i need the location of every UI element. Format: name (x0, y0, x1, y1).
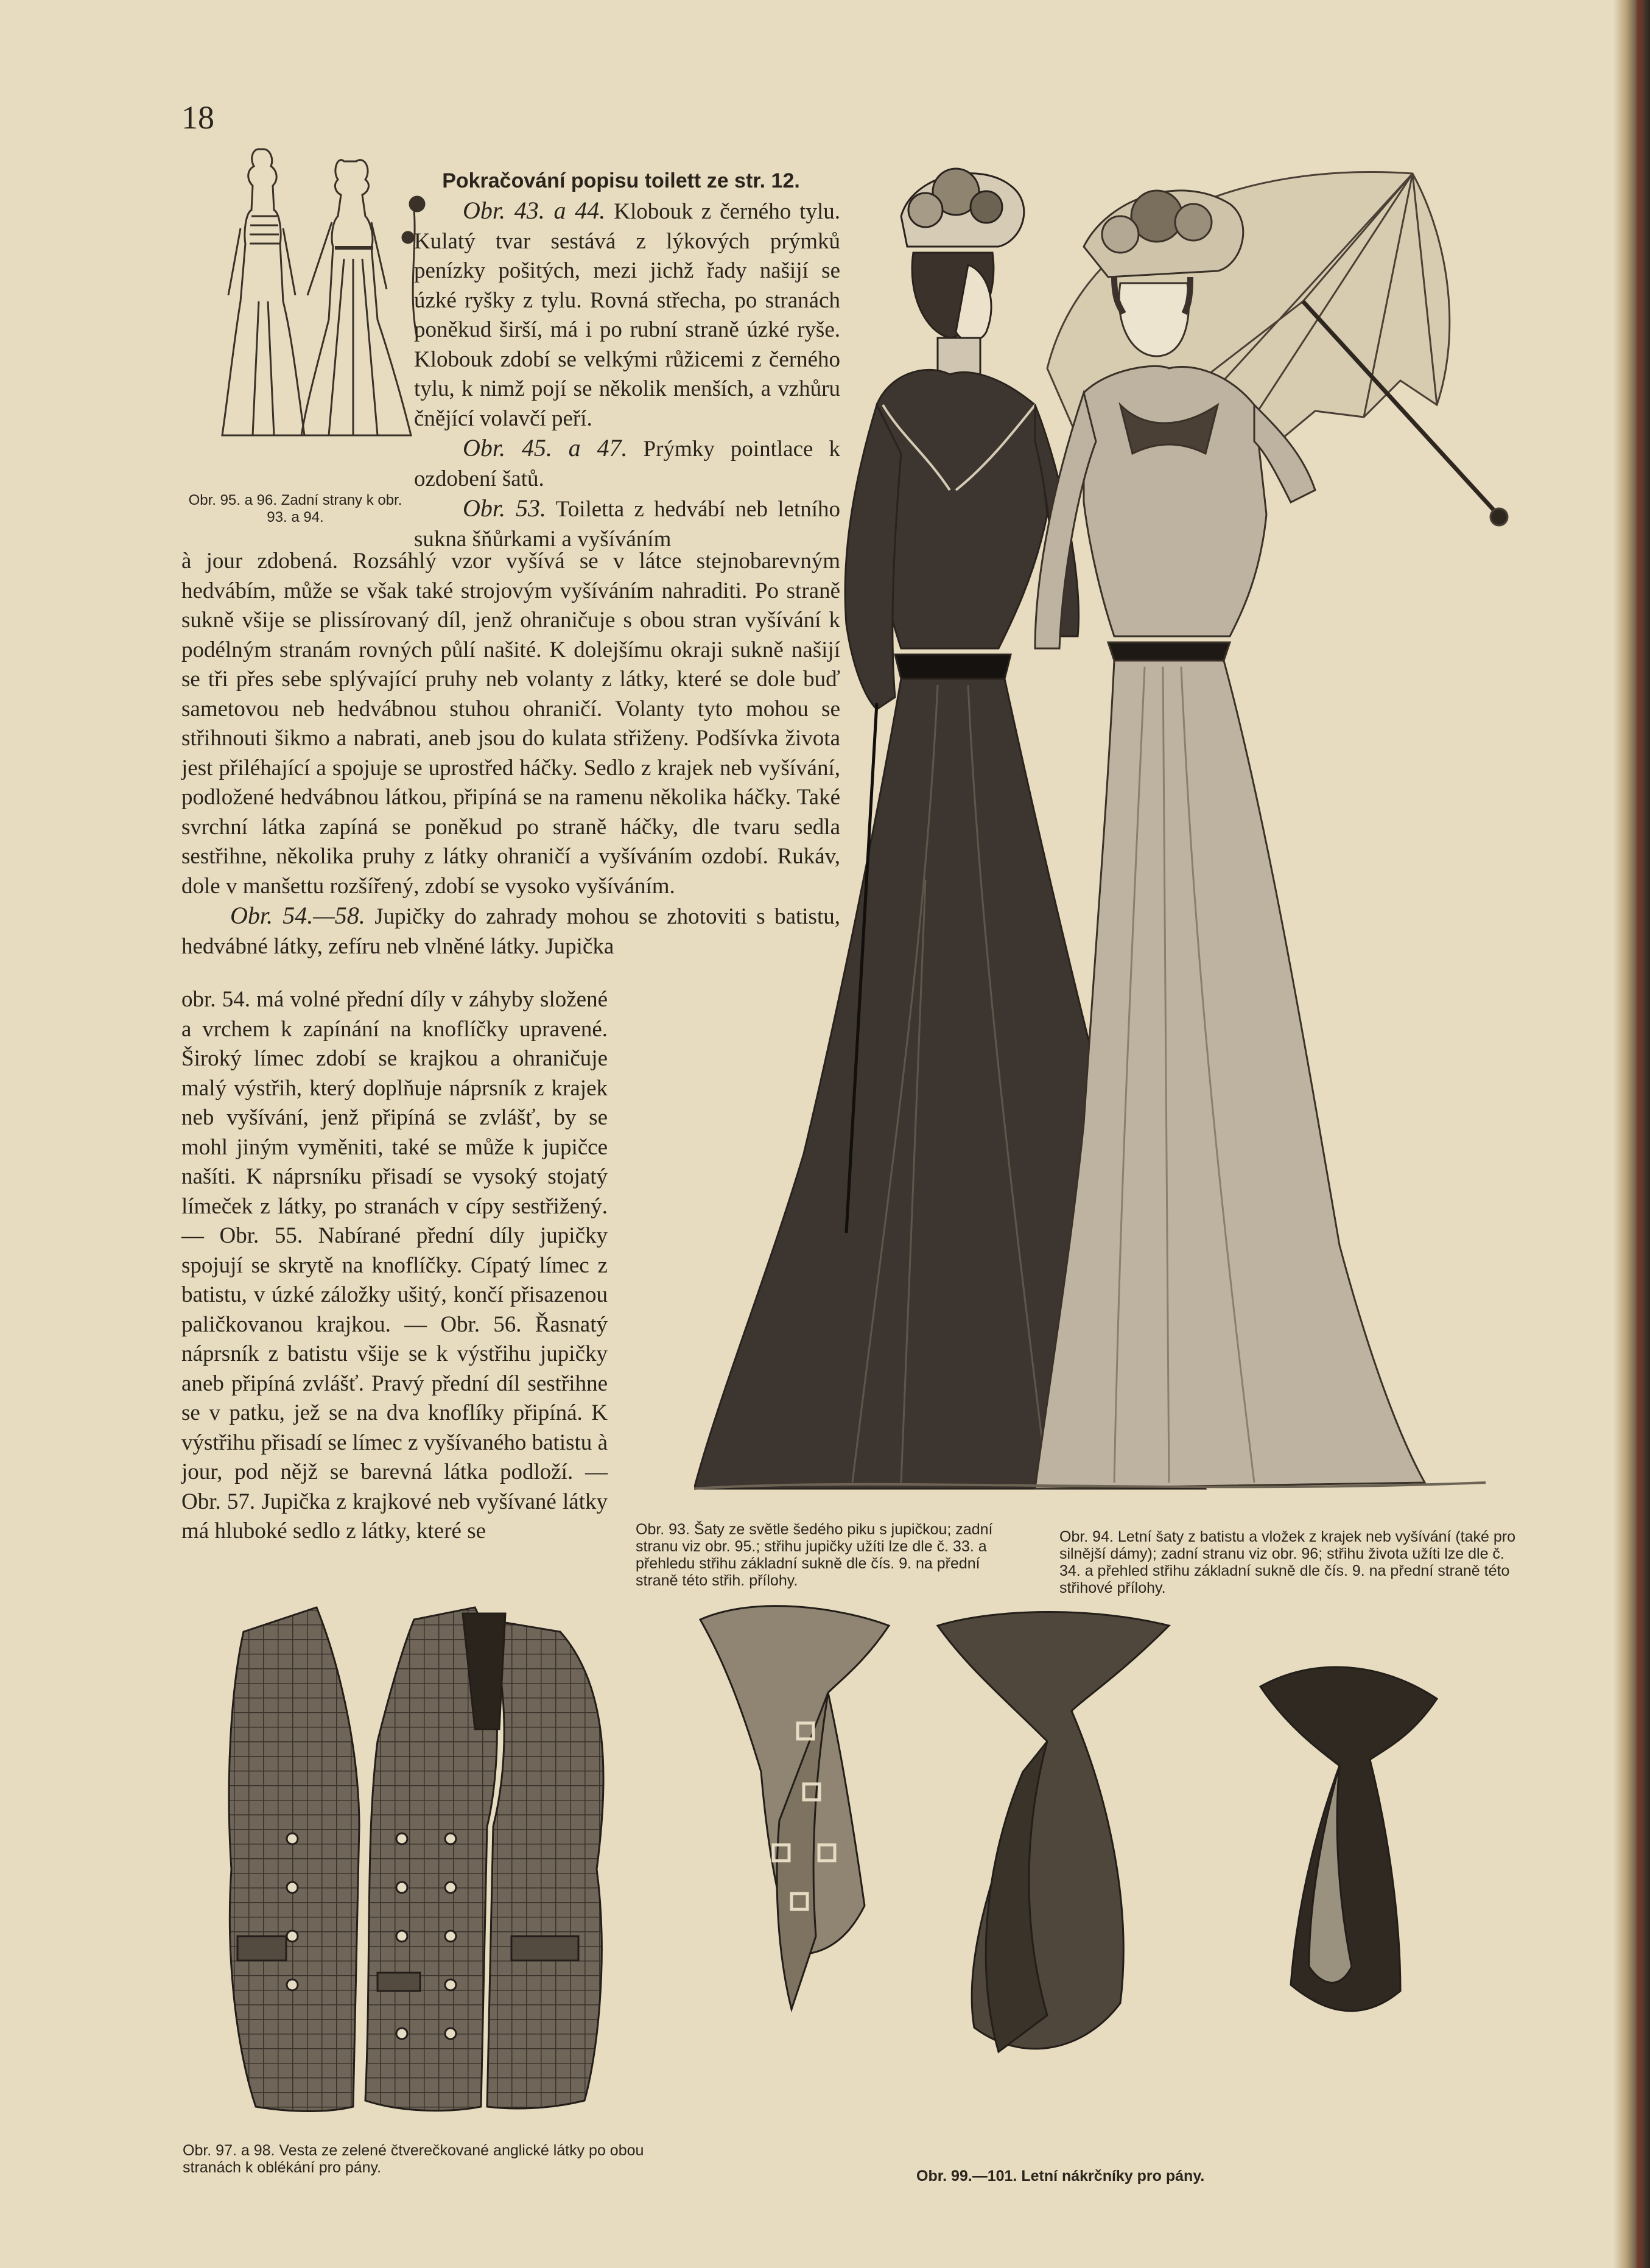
paragraph-obr-53-continued: à jour zdobená. Rozsáhlý vzor vyšívá se v látce stejnobarevným hedvábím, může se však také strojovým vyšíváním nahraditi. Po straně sukně všije se plissírovaný díl, jenž ohraničuje s obou stran vyšívání k podélným stranám rovných půlí našité. K dolejšímu okraji sukně našijí se tři přes sebe splývající pruhy neb volanty z látky, které se dole buď sametovou neb hedvábnou stuhou ohraničí. Volanty tyto mohou se střihnouti šikmo a nabrati, aneb jsou do kulata střiženy. Podšívka života jest přiléhající a spojuje se uprostřed háčky. Sedlo z krajek neb vyšívání, podložené hedvábnou látkou, připíná se na ramenu několika háčky. Také svrchní látka zapíná se poněkud po straně háčky, dle tvaru sedla sestřihne, několika pruhy z látky ohraničí a vyšíváním ozdobí. Rukáv, dole v manšettu rozšířený, zdobí se vysoko vyšíváním. (181, 549, 840, 899)
back-views-illustration (216, 137, 441, 441)
paragraph-obr-54-58: Obr. 54.—58. Jupičky do zahrady mohou se zhotoviti s batistu, hedvábné látky, zefíru neb vlněné látky. Jupička (181, 902, 840, 959)
neckties-illustration (682, 1589, 1534, 2088)
caption-fig94: Obr. 94. Letní šaty z batistu a vložek z krajek neb vyšívání (také pro silnější dámy); zadní stranu viz obr. 96; střihu života užíti lze dle č. 34. a přehled střihu základní sukně dle čís. 9. na přední straně této střihové přílohy. (1059, 1528, 1515, 1596)
paragraph-obr-43-44: Obr. 43. a 44. Klobouk z černého tylu. Kulatý tvar sestává z lýkových prýmků penízky pošitých, mezi jichž řady našijí se úzké ryšky z tylu. Rovná střecha, po stranách poněkud širší, má i po rubní straně úzké ryše. Klobouk zdobí se velkými růžicemi z černého tylu, k nimž pojí se několik menších, a vzhůru čnějící volavčí peří. (414, 197, 840, 431)
two-ladies-illustration (694, 149, 1546, 1513)
waistcoats-illustration (219, 1595, 682, 2119)
paragraph-obr-53: Obr. 53. Toiletta z hedvábí neb letního sukna šňůrkami a vyšíváním (414, 494, 840, 552)
caption-fig93: Obr. 93. Šaty ze světle šedého piku s jupičkou; zadní stranu viz obr. 95.; střihu jupičky užíti lze dle č. 33. a přehledu střihu základní sukně dle čís. 9. na přední straně této střih. přílohy. (636, 1521, 993, 1589)
caption-fig97-98: Obr. 97. a 98. Vesta ze zelené čtverečkované anglické látky po obou stranách k oblékání pro pány. (183, 2142, 644, 2176)
binding-ribbon (1637, 0, 1643, 2268)
caption-fig99-101: Obr. 99.—101. Letní nákrčníky pro pány. (916, 2168, 1205, 2185)
page-binding-edge (1613, 0, 1650, 2268)
section-heading: Pokračování popisu toilett ze str. 12. (442, 169, 800, 192)
page-number: 18 (181, 99, 214, 136)
text-column-lower (181, 985, 608, 1547)
paragraph-obr-45-47: Obr. 45. a 47. Prýmky pointlace k ozdobení šatů. (414, 434, 840, 491)
paragraph-obr-54-57: obr. 54. má volné přední díly v záhyby složené a vrchem k zapínání na knoflíčky upravené. Široký límec zdobí se krajkou a ohraničuje malý výstřih, který doplňuje náprsník z krajek neb vyšívání, jenž připíná se zvlášť, by se mohl jiným vyměniti, také se může k jupičce našíti. K náprsníku přisadí se vysoký stojatý límeček z látky, po stranách v cípy sestřižený. — Obr. 55. Nabírané přední díly jupičky spojují se skrytě na knoflíčky. Cípatý límec z batistu, v úzké záložky ušitý, končí přisazenou paličkovanou krajkou. — Obr. 56. Řasnatý náprsník z batistu všije se k výstřihu jupičky aneb připíná zvlášť. Pravý přední díl sestřihne se v patku, jež se na dva knoflíky připíná. K výstřihu přisadí se límec z vyšívaného batistu à jour, pod nějž se barevná látka podloží. — Obr. 57. Jupička z krajkové neb vyšívané látky má hluboké sedlo z látky, které se (181, 987, 608, 1543)
caption-fig95-96: Obr. 95. a 96. Zadní strany k obr. 93. a 94. (188, 492, 402, 525)
